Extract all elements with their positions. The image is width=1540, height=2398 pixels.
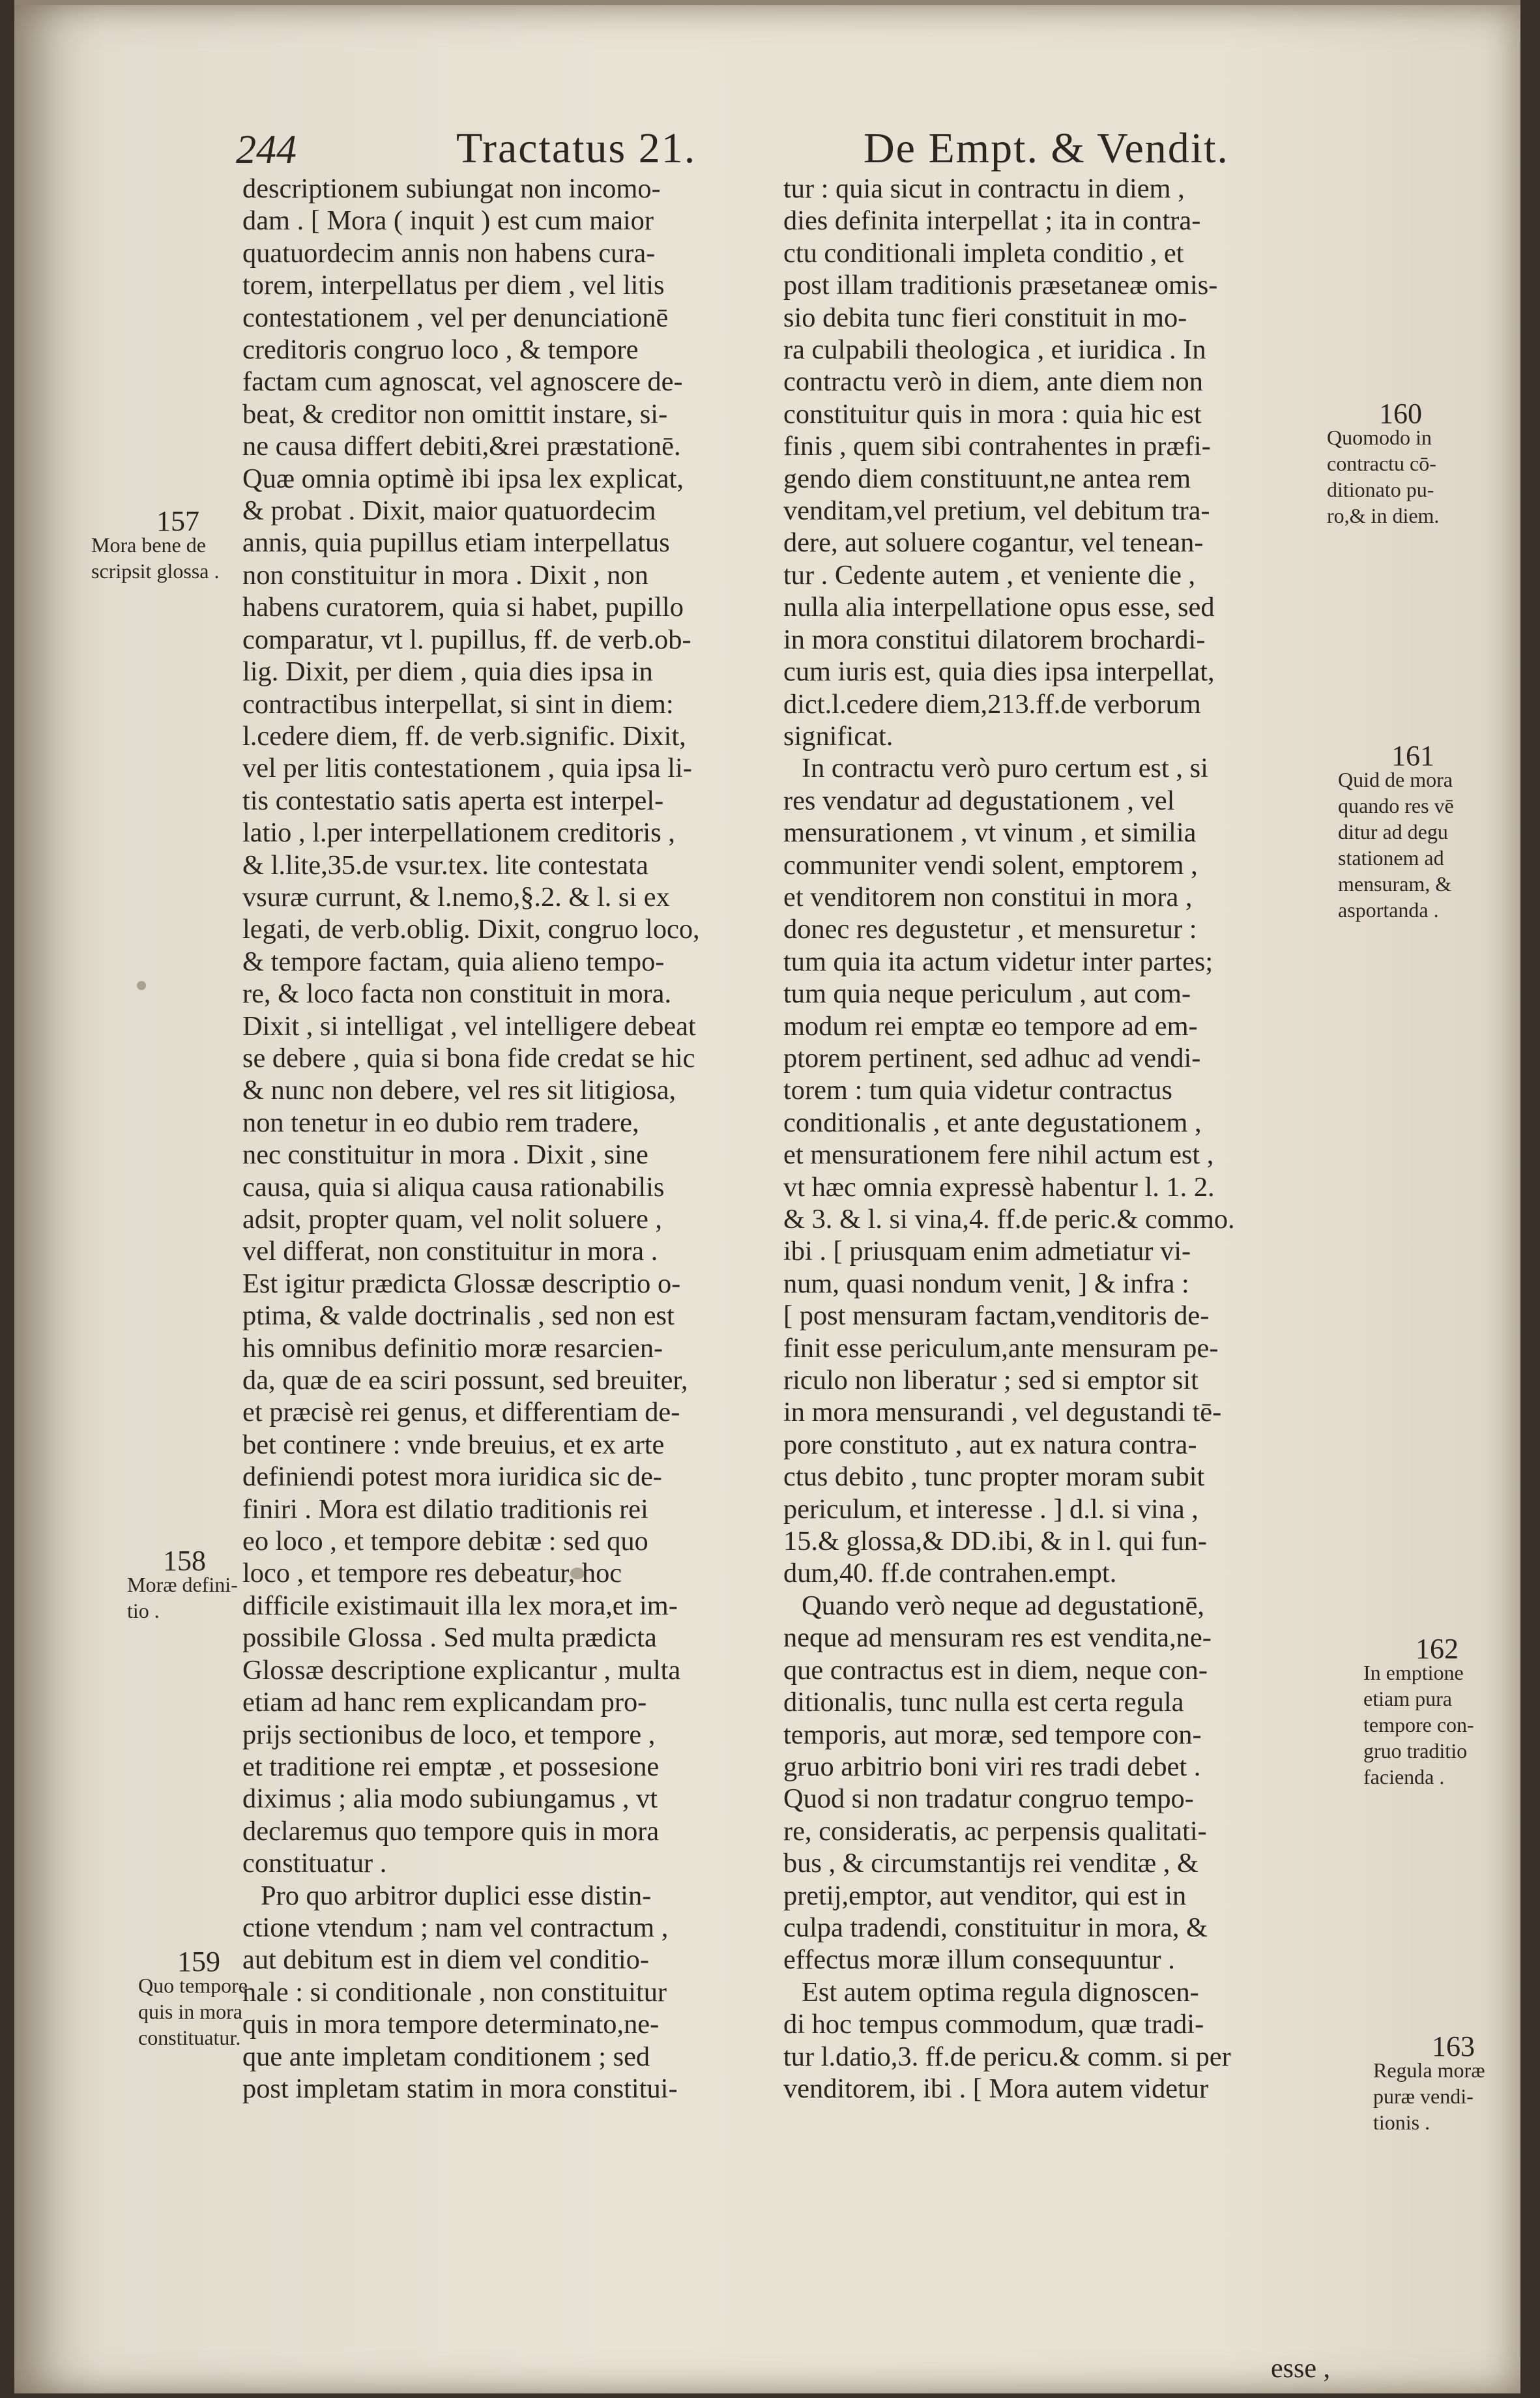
margin-note-line: tio . (127, 1599, 160, 1622)
margin-note-163 (1373, 2030, 1485, 2135)
text-line: re, & loco facta non constituit in mora. (242, 978, 672, 1010)
margin-note-line: gruo traditio (1363, 1739, 1468, 1762)
page-number: 244 (236, 128, 297, 172)
text-line: definiendi potest mora iuridica sic de- (242, 1461, 662, 1493)
text-line: ditionalis, tunc nulla est certa regula (783, 1687, 1184, 1718)
ink-blot (137, 981, 146, 990)
text-line: & nunc non debere, vel res sit litigiosa, (242, 1075, 676, 1106)
text-line: torem : tum quia videtur contractus (783, 1075, 1172, 1106)
text-line: non constituitur in mora . Dixit , non (242, 559, 648, 591)
text-line: ra culpabili theologica , et iuridica . In (783, 334, 1206, 366)
margin-note-line: tempore con- (1363, 1713, 1474, 1736)
text-line: ctu conditionali impleta conditio , et (783, 237, 1184, 269)
text-line: dict.l.cedere diem,213.ff.de verborum (783, 688, 1201, 720)
text-line: habens curatorem, quia si habet, pupillo (242, 592, 684, 623)
text-line: Quando verò neque ad degustationē, (802, 1590, 1204, 1621)
margin-note-line: ditur ad degu (1338, 820, 1448, 843)
margin-note-158 (127, 1545, 238, 1624)
margin-note-line: In emptione (1363, 1661, 1464, 1684)
margin-note-line: ditionato pu- (1327, 478, 1434, 501)
catchword: esse , (1271, 2354, 1330, 2384)
text-line: res vendatur ad degustationem , vel (783, 785, 1175, 816)
margin-note-161 (1338, 740, 1454, 923)
text-line: nale : si conditionale , non constituitur (242, 1976, 667, 2008)
running-title-left: Tractatus 21. (456, 124, 697, 172)
text-line: dere, aut soluere cogantur, vel tenean- (783, 527, 1204, 559)
margin-note-line: Quid de mora (1338, 768, 1453, 791)
text-line: his omnibus definitio moræ resarcien- (242, 1332, 663, 1364)
text-line: venditam,vel pretium, vel debitum tra- (783, 495, 1210, 527)
text-line: difficile existimauit illa lex mora,et im- (242, 1590, 678, 1621)
margin-note-number: 163 (1432, 2030, 1475, 2062)
margin-note-160 (1327, 398, 1440, 529)
text-line: cum iuris est, quia dies ipsa interpellat, (783, 656, 1215, 688)
text-line: post impletam statim in mora constitui- (242, 2073, 678, 2104)
margin-note-line: facienda . (1363, 1765, 1445, 1789)
margin-note-line: scripsit glossa . (91, 559, 220, 583)
text-line: que ante impletam conditionem ; sed (242, 2041, 650, 2072)
text-line: tur l.datio,3. ff.de pericu.& comm. si per (783, 2041, 1231, 2072)
text-line: ptorem pertinent, sed adhuc ad vendi- (783, 1042, 1201, 1074)
margin-note-line: stationem ad (1338, 846, 1444, 870)
running-title-right: De Empt. & Vendit. (864, 124, 1229, 172)
margin-note-line: tionis . (1373, 2111, 1431, 2134)
text-line: donec res degustetur , et mensuretur : (783, 914, 1197, 945)
text-line: num, quasi nondum venit, ] & infra : (783, 1268, 1189, 1299)
text-line: etiam ad hanc rem explicandam pro- (242, 1687, 647, 1718)
text-line: vsuræ currunt, & l.nemo,§.2. & l. si ex (242, 881, 670, 913)
text-line: Est autem optima regula dignoscen- (802, 1976, 1199, 2008)
text-line: et mensurationem fere nihil actum est , (783, 1139, 1214, 1171)
text-line: finis , quem sibi contrahentes in præfi- (783, 431, 1211, 462)
text-line: Pro quo arbitror duplici esse distin- (261, 1880, 652, 1911)
text-line: & tempore factam, quia alieno tempo- (242, 946, 665, 977)
text-line: aut debitum est in diem vel conditio- (242, 1944, 649, 1976)
text-line: & probat . Dixit, maior quatuordecim (242, 495, 656, 527)
text-line: vel differat, non constituitur in mora . (242, 1236, 658, 1267)
text-line: significat. (783, 720, 893, 752)
margin-note-line: Moræ defini- (127, 1573, 238, 1596)
text-line: finiri . Mora est dilatio traditionis rei (242, 1493, 648, 1525)
margin-note-number: 158 (163, 1545, 206, 1577)
text-line: Est igitur prædicta Glossæ descriptio o- (242, 1268, 681, 1299)
text-line: que contractus est in diem, neque con- (783, 1654, 1208, 1686)
text-line: loco , et tempore res debeatur, hoc (242, 1558, 622, 1589)
text-line: ibi . [ priusquam enim admetiatur vi- (783, 1236, 1191, 1267)
text-line: diximus ; alia modo subiungamus , vt (242, 1783, 658, 1815)
left-text-column (242, 173, 767, 2105)
text-line: gruo arbitrio boni viri res tradi debet . (783, 1751, 1201, 1782)
text-line: tur : quia sicut in contractu in diem , (783, 173, 1185, 204)
text-line: beat, & creditor non omittit instare, si- (242, 398, 668, 430)
text-line: & 3. & l. si vina,4. ff.de peric.& commo. (783, 1204, 1235, 1235)
text-line: contractu verò in diem, ante diem non (783, 366, 1203, 398)
text-line: non tenetur in eo dubio rem tradere, (242, 1107, 639, 1138)
text-line: gendo diem constituunt,ne antea rem (783, 463, 1191, 494)
text-line: l.cedere diem, ff. de verb.signific. Dixit, (242, 720, 686, 752)
text-line: se debere , quia si bona fide credat se hic (242, 1042, 695, 1074)
text-line: et præcisè rei genus, et differentiam de- (242, 1397, 680, 1428)
margin-note-number: 159 (177, 1946, 220, 1978)
text-line: latio , l.per interpellationem creditoris , (242, 817, 675, 849)
text-line: Quæ omnia optimè ibi ipsa lex explicat, (242, 463, 684, 494)
ink-blot (570, 1568, 585, 1579)
margin-note-line: ro,& in diem. (1327, 504, 1440, 527)
text-line: dies definita interpellat ; ita in contra- (783, 205, 1201, 237)
margin-note-number: 157 (156, 505, 199, 537)
margin-note-line: Quomodo in (1327, 426, 1432, 449)
text-line: pore constituto , aut ex natura contra- (783, 1429, 1197, 1460)
text-line: et venditorem non constitui in mora , (783, 881, 1193, 913)
text-line: conditionalis , et ante degustationem , (783, 1107, 1202, 1138)
text-line: ptima, & valde doctrinalis , sed non est (242, 1300, 675, 1332)
text-line: da, quæ de ea sciri possunt, sed breuiter, (242, 1365, 688, 1396)
text-line: post illam traditionis præsetaneæ omis- (783, 270, 1218, 301)
text-line: legati, de verb.oblig. Dixit, congruo loco, (242, 914, 700, 945)
text-line: causa, quia si aliqua causa rationabilis (242, 1171, 665, 1203)
right-text-column (783, 173, 1310, 2105)
text-line: eo loco , et tempore debitæ : sed quo (242, 1526, 648, 1557)
text-line: culpa tradendi, constituitur in mora, & (783, 1912, 1208, 1943)
margin-note-number: 161 (1391, 740, 1434, 772)
text-line: bet continere : vnde breuius, et ex arte (242, 1429, 665, 1460)
text-line: di hoc tempus commodum, quæ tradi- (783, 2009, 1204, 2040)
text-line: & l.lite,35.de vsur.tex. lite contestata (242, 849, 648, 881)
margin-note-number: 162 (1416, 1633, 1459, 1665)
text-line: creditoris congruo loco , & tempore (242, 334, 639, 366)
text-line: quis in mora tempore determinato,ne- (242, 2009, 660, 2040)
text-line: pretij,emptor, aut venditor, qui est in (783, 1880, 1187, 1911)
text-line: adsit, propter quam, vel nolit soluere , (242, 1204, 662, 1235)
margin-note-line: constituatur. (138, 2026, 241, 2049)
text-line: Glossæ descriptione explicantur , multa (242, 1654, 681, 1686)
text-line: sio debita tunc fieri constituit in mo- (783, 302, 1187, 333)
text-line: nulla alia interpellatione opus esse, sed (783, 592, 1215, 623)
margin-note-162 (1363, 1633, 1474, 1790)
text-line: periculum, et interesse . ] d.l. si vina , (783, 1493, 1199, 1525)
text-line: comparatur, vt l. pupillus, ff. de verb.ob- (242, 624, 691, 655)
text-line: [ post mensuram factam,venditoris de- (783, 1300, 1210, 1332)
margin-note-line: asportanda . (1338, 898, 1439, 922)
text-line: descriptionem subiungat non incomo- (242, 173, 661, 204)
text-line: finit esse periculum,ante mensuram pe- (783, 1332, 1219, 1364)
text-line: modum rei emptæ eo tempore ad em- (783, 1010, 1198, 1042)
margin-note-157 (91, 505, 220, 584)
text-line: contractibus interpellat, si sint in diem: (242, 688, 674, 720)
text-line: nec constituitur in mora . Dixit , sine (242, 1139, 648, 1171)
text-line: quatuordecim annis non habens cura- (242, 237, 656, 269)
text-line: factam cum agnoscat, vel agnoscere de- (242, 366, 683, 398)
text-line: re, consideratis, ac perpensis qualitati- (783, 1815, 1207, 1847)
text-line: temporis, aut moræ, sed tempore con- (783, 1719, 1202, 1750)
margin-note-line: mensuram, & (1338, 872, 1452, 896)
text-line: vt hæc omnia expressè habentur l. 1. 2. (783, 1171, 1215, 1203)
text-line: contestationem , vel per denunciationē (242, 302, 669, 333)
text-line: tum quia neque periculum , aut com- (783, 978, 1191, 1010)
text-line: vel per litis contestationem , quia ipsa li- (242, 753, 692, 784)
text-line: neque ad mensuram res est vendita,ne- (783, 1622, 1212, 1654)
margin-note-line: contractu cō- (1327, 452, 1436, 475)
margin-note-line: Quo tempore (138, 1974, 248, 1997)
text-line: communiter vendi solent, emptorem , (783, 849, 1198, 881)
text-line: constituatur . (242, 1848, 387, 1879)
margin-note-line: quis in mora (138, 2000, 242, 2023)
margin-note-line: quando res vē (1338, 794, 1454, 817)
text-line: bus , & circumstantijs rei venditæ , & (783, 1848, 1199, 1879)
text-line: tum quia ita actum videtur inter partes; (783, 946, 1213, 977)
text-line: annis, quia pupillus etiam interpellatus (242, 527, 670, 559)
text-line: venditorem, ibi . [ Mora autem videtur (783, 2073, 1209, 2104)
text-line: dum,40. ff.de contrahen.empt. (783, 1558, 1117, 1589)
margin-note-line: Mora bene de (91, 533, 206, 557)
text-line: et traditione rei emptæ , et possesione (242, 1751, 660, 1782)
text-line: 15.& glossa,& DD.ibi, & in l. qui fun- (783, 1526, 1207, 1557)
text-line: dam . [ Mora ( inquit ) est cum maior (242, 205, 654, 237)
margin-note-number: 160 (1379, 398, 1422, 430)
text-line: tis contestatio satis aperta est interpel- (242, 785, 664, 816)
text-line: ctus debito , tunc propter moram subit (783, 1461, 1205, 1493)
text-line: In contractu verò puro certum est , si (802, 753, 1208, 784)
text-line: Quod si non tradatur congruo tempo- (783, 1783, 1194, 1815)
margin-note-line: puræ vendi- (1373, 2084, 1474, 2108)
text-line: declaremus quo tempore quis in mora (242, 1815, 660, 1847)
text-line: lig. Dixit, per diem , quia dies ipsa in (242, 656, 653, 688)
text-line: riculo non liberatur ; sed si emptor sit (783, 1365, 1199, 1396)
text-line: ctione vtendum ; nam vel contractum , (242, 1912, 669, 1943)
text-line: in mora constitui dilatorem brochardi- (783, 624, 1206, 655)
text-line: mensurationem , vt vinum , et similia (783, 817, 1197, 849)
margin-note-159 (138, 1946, 248, 2051)
text-line: prijs sectionibus de loco, et tempore , (242, 1719, 656, 1750)
margin-note-line: etiam pura (1363, 1687, 1452, 1710)
margin-note-line: Regula moræ (1373, 2058, 1485, 2082)
text-line: possibile Glossa . Sed multa prædicta (242, 1622, 657, 1654)
text-line: tur . Cedente autem , et veniente die , (783, 559, 1196, 591)
text-line: ne causa differt debiti,&rei præstationē. (242, 431, 681, 462)
text-line: effectus moræ illum consequuntur . (783, 1944, 1175, 1976)
text-line: torem, interpellatus per diem , vel litis (242, 270, 665, 301)
text-line: in mora mensurandi , vel degustandi tē- (783, 1397, 1222, 1428)
text-line: constituitur quis in mora : quia hic est (783, 398, 1202, 430)
text-line: Dixit , si intelligat , vel intelligere debeat (242, 1010, 696, 1042)
